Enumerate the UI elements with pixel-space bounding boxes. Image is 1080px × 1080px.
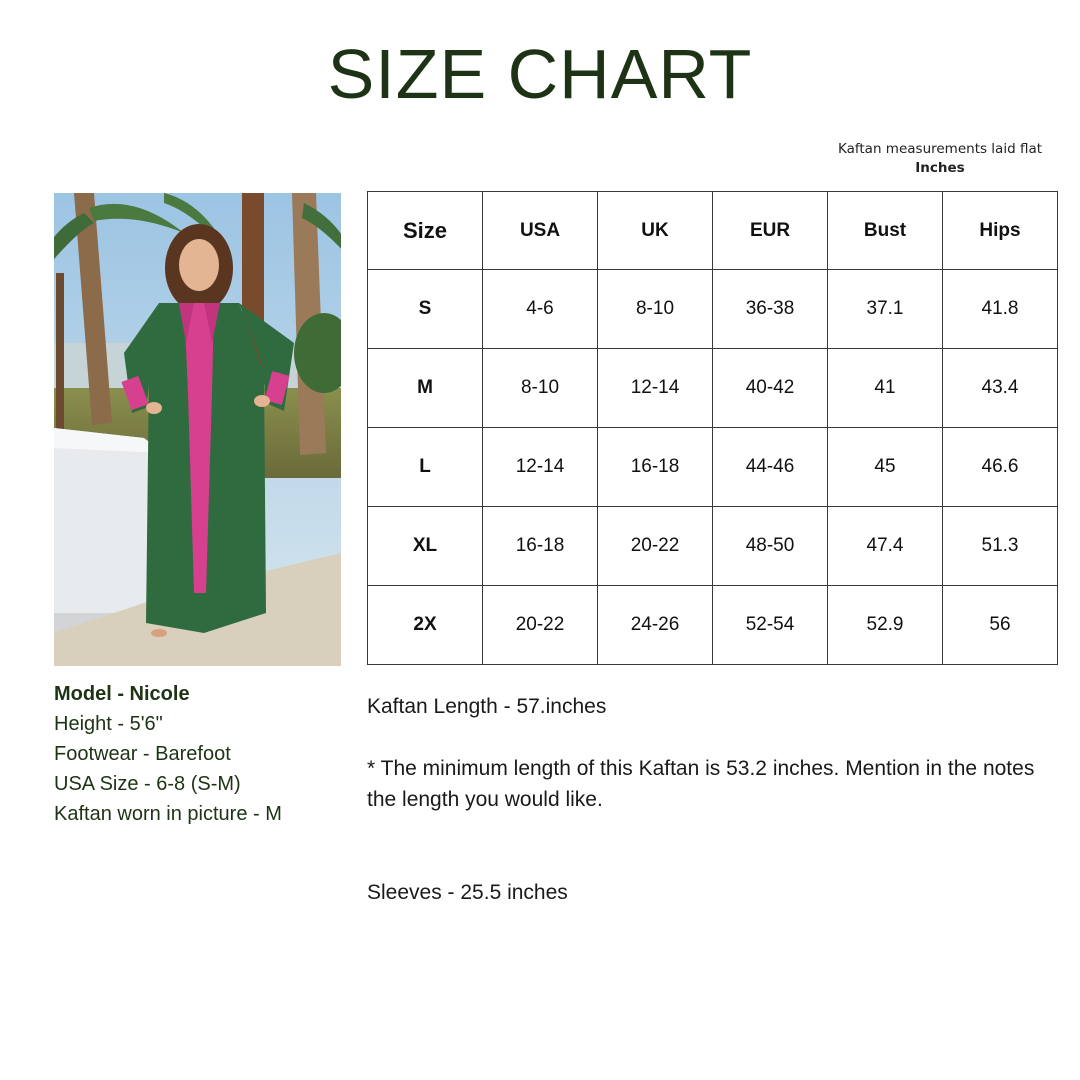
cell-uk: 8-10 — [598, 270, 713, 349]
cell-uk: 20-22 — [598, 507, 713, 586]
cell-bust: 52.9 — [828, 586, 943, 665]
table-row — [368, 586, 1058, 665]
cell-usa: 4-6 — [483, 270, 598, 349]
cell-eur: 52-54 — [713, 586, 828, 665]
table-row — [368, 428, 1058, 507]
measurement-note — [820, 140, 1060, 178]
cell-size: L — [368, 428, 483, 507]
cell-bust: 47.4 — [828, 507, 943, 586]
table-row — [368, 349, 1058, 428]
cell-size: M — [368, 349, 483, 428]
measurement-note-text: Kaftan measurements laid flat — [837, 141, 1043, 157]
header-size: Size — [368, 192, 483, 270]
model-kaftan-worn: Kaftan worn in picture - M — [54, 803, 282, 825]
header-usa: USA — [483, 192, 598, 270]
cell-size: S — [368, 270, 483, 349]
model-name: Model - Nicole — [54, 683, 190, 705]
cell-bust: 41 — [828, 349, 943, 428]
header-eur: EUR — [713, 192, 828, 270]
cell-bust: 45 — [828, 428, 943, 507]
cell-eur: 48-50 — [713, 507, 828, 586]
table-row — [368, 270, 1058, 349]
model-photo — [54, 193, 341, 666]
cell-hips: 41.8 — [943, 270, 1058, 349]
size-table — [367, 191, 1058, 665]
model-footwear: Footwear - Barefoot — [54, 743, 231, 765]
cell-uk: 16-18 — [598, 428, 713, 507]
cell-hips: 46.6 — [943, 428, 1058, 507]
cell-bust: 37.1 — [828, 270, 943, 349]
cell-uk: 24-26 — [598, 586, 713, 665]
cell-uk: 12-14 — [598, 349, 713, 428]
header-hips: Hips — [943, 192, 1058, 270]
minimum-length-note: * The minimum length of this Kaftan is 53.2 inches. Mention in the notes the length you would like. — [367, 757, 1035, 811]
unit-label: Inches — [915, 160, 965, 176]
cell-hips: 51.3 — [943, 507, 1058, 586]
cell-eur: 44-46 — [713, 428, 828, 507]
kaftan-length: Kaftan Length - 57.inches — [367, 695, 607, 718]
model-info — [54, 679, 354, 829]
page-title: SIZE CHART — [327, 35, 753, 113]
cell-eur: 40-42 — [713, 349, 828, 428]
cell-hips: 43.4 — [943, 349, 1058, 428]
cell-usa: 8-10 — [483, 349, 598, 428]
sleeve-length: Sleeves - 25.5 inches — [367, 881, 568, 904]
cell-usa: 20-22 — [483, 586, 598, 665]
table-header-row — [368, 192, 1058, 270]
model-usa-size: USA Size - 6-8 (S-M) — [54, 773, 241, 795]
cell-size: 2X — [368, 586, 483, 665]
header-uk: UK — [598, 192, 713, 270]
cell-hips: 56 — [943, 586, 1058, 665]
cell-size: XL — [368, 507, 483, 586]
cell-usa: 12-14 — [483, 428, 598, 507]
cell-eur: 36-38 — [713, 270, 828, 349]
table-row — [368, 507, 1058, 586]
header-bust: Bust — [828, 192, 943, 270]
cell-usa: 16-18 — [483, 507, 598, 586]
model-height: Height - 5'6" — [54, 713, 163, 735]
